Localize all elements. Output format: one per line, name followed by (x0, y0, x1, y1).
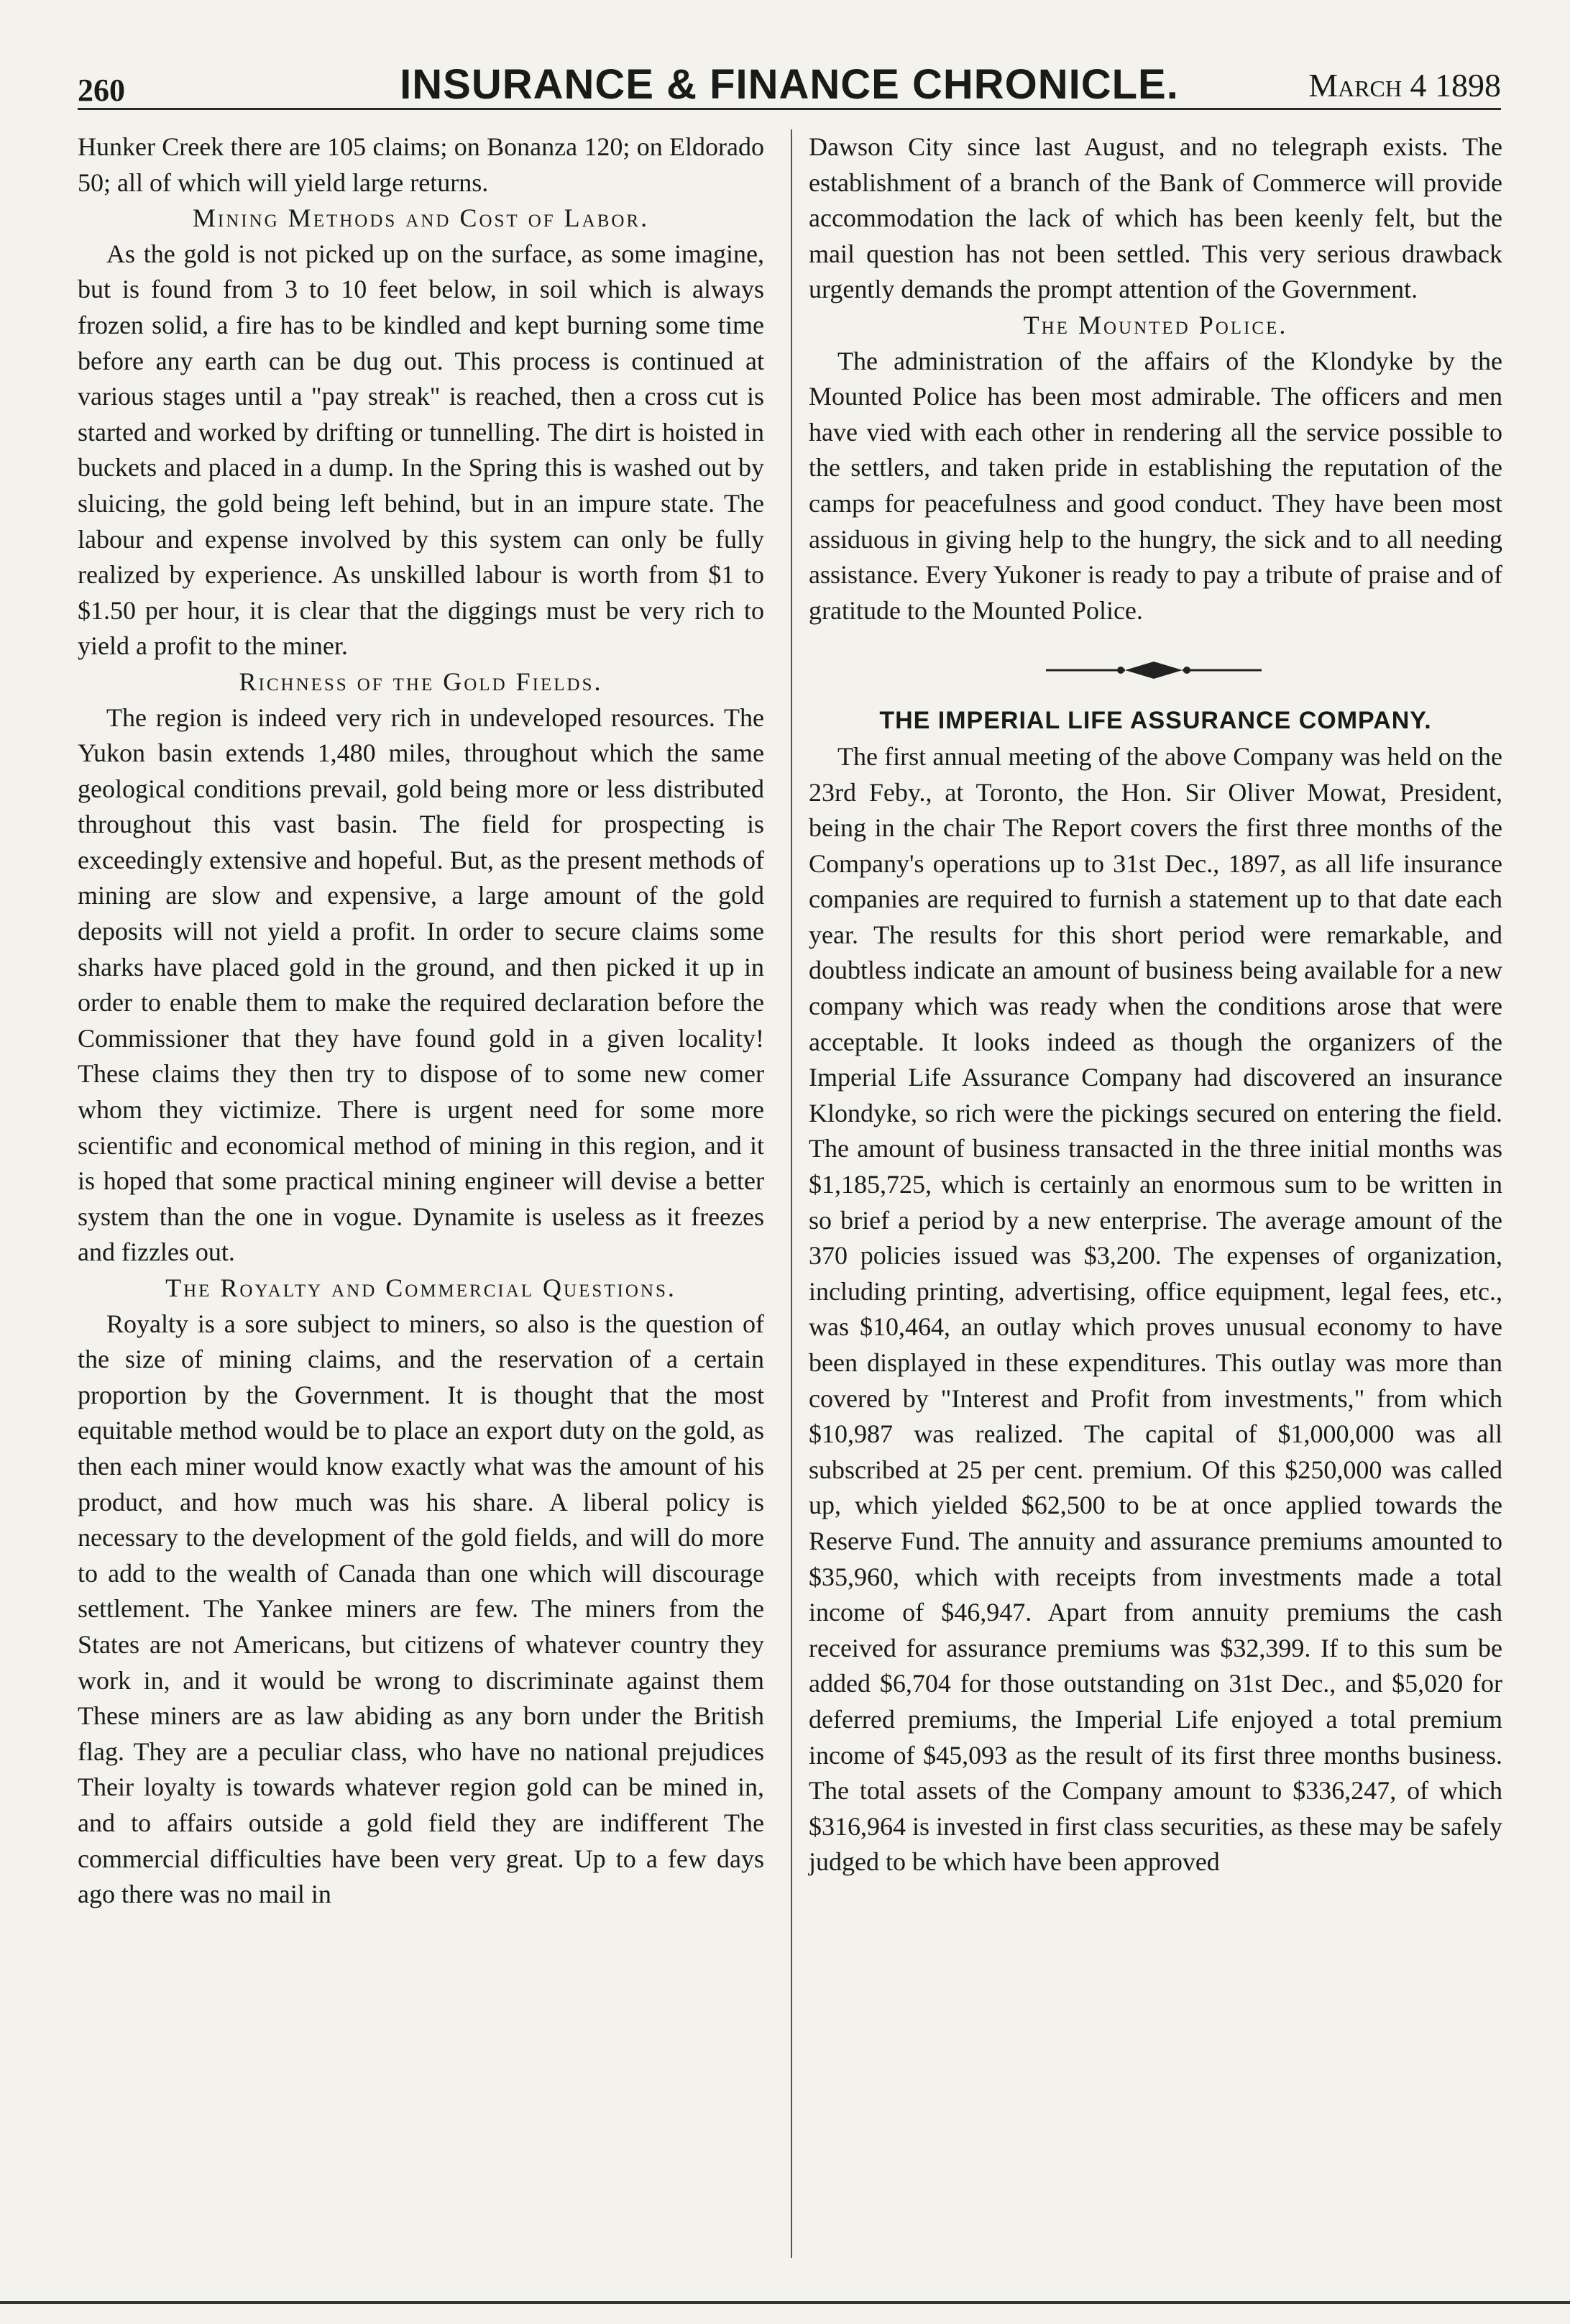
richness-paragraph: The region is indeed very rich in undeveloped resources. The Yukon basin extends 1,480 miles, throughout which the same geological conditions prevail, gold being more or less distributed throughout this vast basin. The field for prospecting is exceedingly extensive and hopeful. But, as the present methods of mining are slow and expensive, a large amount of the gold deposits will not yield a profit. In order to secure claims some sharks have placed gold in the ground, and then picked it up in order to enable them to make the required declaration before the Commissioner that they have found gold in a given locality! These claims they then try to dispose of to some new comer whom they victimize. There is urgent need for some more scientific and economical method of mining in this region, and it is hoped that some practical mining engineer will devise a better system than the one in vogue. Dynamite is useless as it freezes and fizzles out. (78, 703, 764, 1267)
intro-paragraph: Hunker Creek there are 105 claims; on Bonanza 120; on Eldorado 50; all of which will yield large returns. (78, 132, 764, 197)
article-title: THE IMPERIAL LIFE ASSURANCE COMPANY. (879, 707, 1432, 735)
right-column (809, 129, 1502, 1880)
mining-heading: Mining Methods and Cost of Labor. (192, 203, 650, 233)
page-number: 260 (78, 73, 125, 108)
mining-paragraph: As the gold is not picked up on the surface, as some imagine, but is found from 3 to 10 feet below, in soil which is always frozen solid, a fire has to be kindled and kept burning some time before any earth can be dug out. This process is continued at various stages until a "pay streak" is reached, then a cross cut is started and worked by drifting or tunnelling. The dirt is hoisted in buckets and placed in a dump. In the Spring this is washed out by sluicing, the gold being left behind, but in an impure state. The labour and expense involved by this system can only be fully realized by experience. As unskilled labour is worth from $1 to $1.50 per hour, it is clear that the diggings must be very rich to yield a profit to the miner. (78, 239, 764, 661)
ornament-divider-icon (1046, 656, 1262, 685)
issue-date: March 4 1898 (1308, 67, 1501, 104)
police-heading: The Mounted Police. (1023, 310, 1288, 339)
section-ornament (809, 650, 1502, 693)
column-divider (791, 129, 792, 2258)
page-header (78, 56, 1501, 106)
royalty-heading: The Royalty and Commercial Questions. (165, 1273, 676, 1302)
royalty-paragraph: Royalty is a sore subject to miners, so also is the question of the size of mining claims, and the reservation of a certain proportion by the Government. It is thought that the most equitable method would be to place an export duty on the gold, as then each miner would know exactly what was the amount of his product, and how much was his share. A liberal policy is necessary to the development of the gold fields, and will do more to add to the wealth of Canada than one which will discourage settlement. The Yankee miners are few. The miners from the States are not Americans, but citizens of whatever country they work in, and it would be wrong to discriminate against them These miners are as law abiding as any born under the British flag. They are a peculiar class, who have no national prejudices Their loyalty is towards whatever region gold can be mined in, and to affairs outside a gold field they are indifferent The commercial difficulties have been very great. Up to a few days ago there was no mail in (78, 1309, 764, 1909)
left-column (78, 129, 764, 1913)
journal-title: INSURANCE & FINANCE CHRONICLE. (400, 61, 1179, 108)
richness-heading: Richness of the Gold Fields. (239, 667, 603, 696)
header-rule (78, 108, 1501, 110)
police-paragraph: The administration of the affairs of the Klondyke by the Mounted Police has been most admirable. The officers and men have vied with each other in rendering all the service possible to the settlers, and taken pride in establishing the reputation of the camps for peacefulness and good conduct. They have been most assiduous in giving help to the hungry, the sick and to all needing assistance. Every Yukoner is ready to pay a tribute of praise and of gratitude to the Mounted Police. (809, 346, 1502, 625)
continuation-paragraph: Dawson City since last August, and no telegraph exists. The establishment of a branch of the Bank of Commerce will provide accommodation the lack of which has been keenly felt, but the mail question has not been settled. This very serious drawback urgently demands the prompt attention of the Government. (809, 132, 1502, 304)
footer-rule (0, 2301, 1570, 2304)
article-paragraph: The first annual meeting of the above Company was held on the 23rd Feby., at Toronto, the Hon. Sir Oliver Mowat, President, being in the chair The Report covers the first three months of the Company's operations up to 31st Dec., 1897, as all life insurance companies are required to furnish a statement up to that date each year. The results for this short period were remarkable, and doubtless indicate an amount of business being available for a new company which was ready when the conditions arose that were acceptable. It looks indeed as though the organizers of the Imperial Life Assurance Company had discovered an insurance Klondyke, so rich were the pickings secured on entering the field. The amount of business transacted in the three initial months was $1,185,725, which is certainly an enormous sum to be written in so brief a period by a new enterprise. The average amount of the 370 policies issued was $3,200. The expenses of organization, including printing, advertising, office equipment, legal fees, etc., was $10,464, an outlay which proves unusual economy to have been displayed in these expenditures. This outlay was more than covered by "Interest and Profit from investments," from which $10,987 was realized. The capital of $1,000,000 was all subscribed at 25 per cent. premium. Of this $250,000 was called up, which yielded $62,500 to be at once applied towards the Reserve Fund. The annuity and assurance premiums amounted to $35,960, which with receipts from investments made a total income of $46,947. Apart from annuity premiums the cash received for assurance premiums was $32,399. If to this sum be added $6,704 for those outstanding on 31st Dec., and $5,020 for deferred premiums, the Imperial Life enjoyed a total premium income of $45,093 as the result of its first three months business. The total assets of the Company amount to $336,247, of which $316,964 is invested in first class securities, as these may be safely judged to be which have been approved (809, 741, 1502, 1877)
